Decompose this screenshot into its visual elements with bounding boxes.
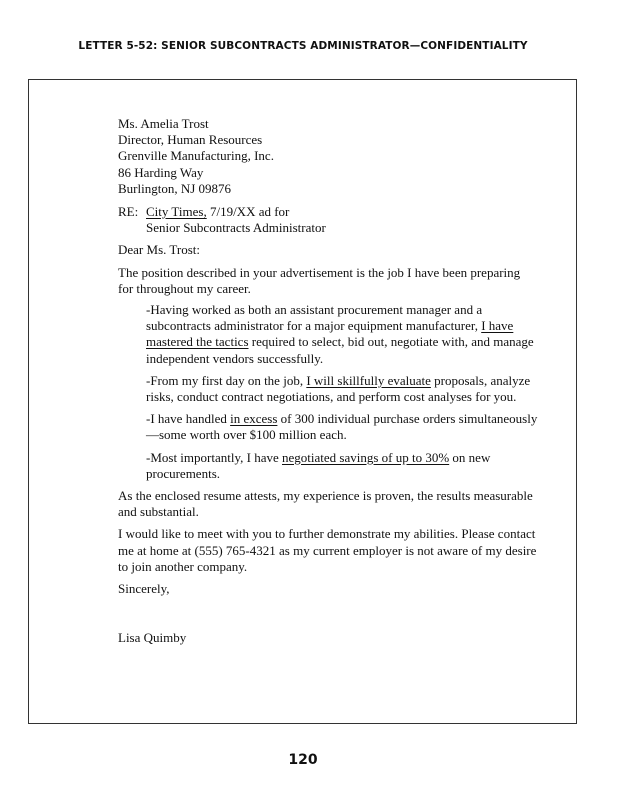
bullet-text: proposals, analyze risks, conduct contract negotiations, and perform cost analyses for you. [146, 372, 531, 405]
bullet-emphasis: in excess [230, 411, 278, 427]
page-number: 120 [288, 752, 318, 768]
contact-paragraph: I would like to meet with you to further demonstrate my abilities. Please contact me at home at (555) 765-4321 as my current employer is not aware of my desire to join another company. [118, 526, 537, 574]
bullet-text: of 300 individual purchase orders simultaneously—some worth over $100 million each. [146, 411, 538, 443]
recipient-title: Director, Human Resources [118, 132, 263, 148]
bullet-text: required to select, bid out, negotiate with, and manage independent vendors successfully. [146, 334, 534, 366]
bullet-emphasis: I have mastered the tactics [146, 318, 514, 350]
recipient-street: 86 Harding Way [118, 164, 204, 180]
re-row-2 [118, 220, 538, 236]
closing: Sincerely, [118, 581, 170, 597]
achievement-list [146, 302, 538, 482]
bullet-text: -I have handled [146, 411, 231, 427]
bullet-text: on new procurements. [146, 449, 491, 481]
resume-paragraph: As the enclosed resume attests, my experience is proven, the results measurable and substantial. [118, 488, 533, 520]
re-subject-line-1 [146, 204, 289, 220]
re-ad-date: 7/19/XX ad for [206, 204, 290, 220]
bullet-text: -Having worked as both an assistant procurement manager and a subcontracts administrator for a major equipment manufacturer, [146, 302, 483, 334]
achievement-item [146, 302, 538, 367]
page-header-title: LETTER 5-52: SENIOR SUBCONTRACTS ADMINISTRATOR—CONFIDENTIALITY [78, 40, 528, 52]
recipient-company: Grenville Manufacturing, Inc. [118, 148, 274, 164]
re-line [118, 204, 538, 236]
re-publication: City Times, [146, 204, 207, 220]
re-label-spacer [118, 220, 146, 236]
letter-body [118, 116, 538, 646]
achievement-item [146, 450, 538, 482]
greeting: Dear Ms. Trost: [118, 242, 200, 258]
bullet-emphasis: I will skillfully evaluate [306, 372, 431, 388]
bullet-text: -Most importantly, I have [146, 449, 282, 465]
bullet-emphasis: negotiated savings of up to 30% [282, 449, 450, 465]
re-row-1 [118, 204, 538, 220]
re-subject-line-2: Senior Subcontracts Administrator [146, 220, 326, 236]
recipient-address [118, 116, 538, 197]
achievement-item [146, 411, 538, 443]
achievement-item [146, 373, 538, 405]
re-label: RE: [118, 204, 139, 220]
intro-paragraph: The position described in your advertisement is the job I have been preparing for throughout my career. [118, 264, 521, 296]
recipient-name: Ms. Amelia Trost [118, 116, 209, 131]
recipient-city: Burlington, NJ 09876 [118, 180, 232, 196]
bullet-text: -From my first day on the job, [146, 372, 307, 388]
signature-name: Lisa Quimby [118, 630, 187, 646]
